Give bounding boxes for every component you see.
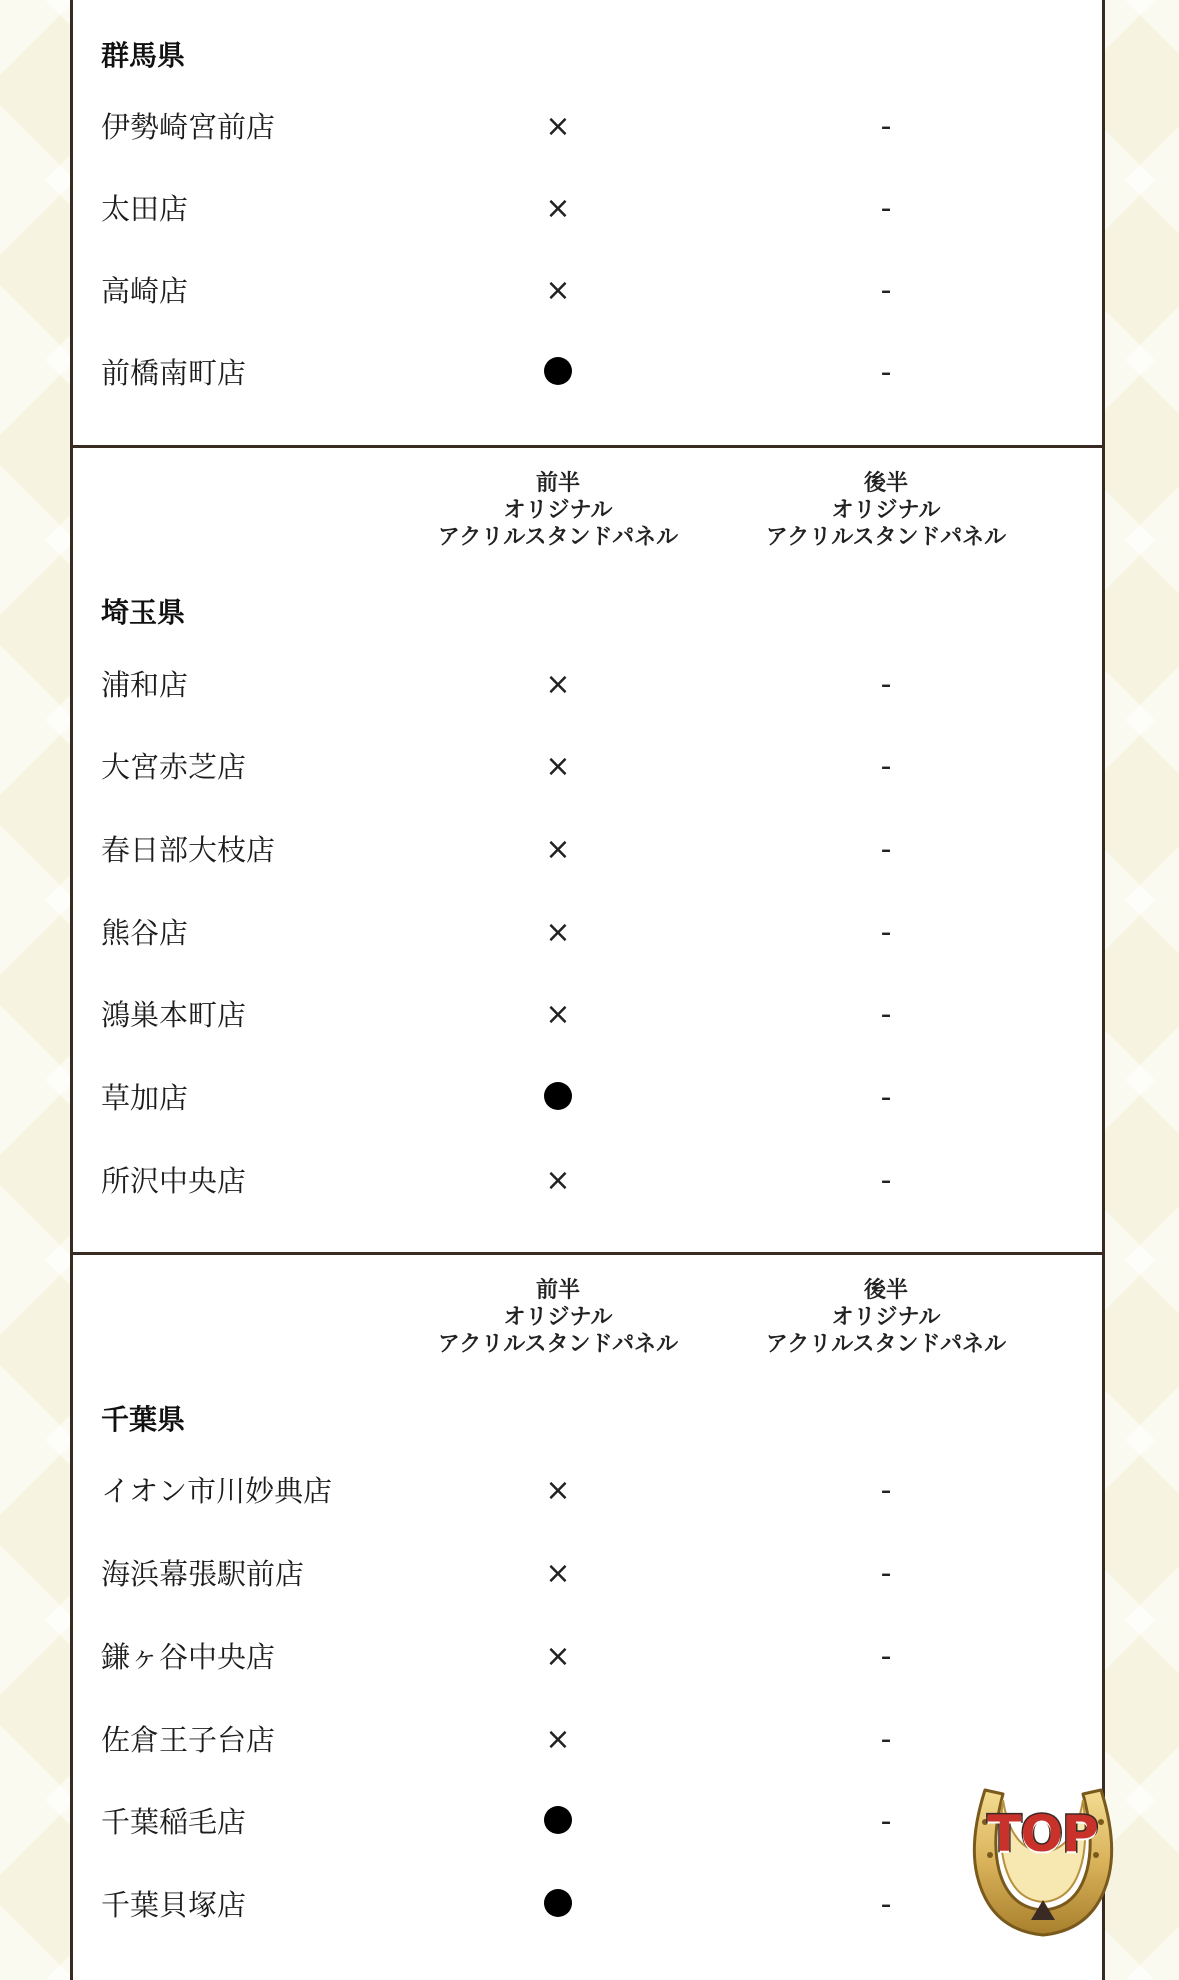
first-half-status: × [545, 915, 571, 950]
first-half-status: × [545, 1163, 571, 1198]
table-row [73, 1616, 1102, 1698]
table-row [73, 332, 1102, 414]
first-half-status: × [545, 997, 571, 1032]
first-half-status: × [545, 191, 571, 226]
store-name: 大宮赤芝店 [101, 750, 247, 784]
column-header-second-half: 後半 オリジナル アクリルスタンドパネル [765, 1278, 1007, 1357]
available-dot-icon [544, 1082, 572, 1110]
column-header-first-half: 前半 オリジナル アクリルスタンドパネル [437, 1278, 679, 1357]
store-name: 草加店 [101, 1081, 189, 1115]
section-chiba [73, 1255, 1102, 1980]
second-half-status: - [880, 915, 892, 950]
first-half-status [498, 1781, 618, 1863]
table-row [73, 1533, 1102, 1615]
store-name: 熊谷店 [101, 916, 189, 950]
prefecture-title: 群馬県 [101, 39, 186, 72]
section-gunma [73, 0, 1102, 448]
store-availability-panel [70, 0, 1105, 1980]
first-half-status: × [545, 1473, 571, 1508]
table-row [73, 1864, 1102, 1946]
table-row [73, 1781, 1102, 1863]
table-row [73, 1699, 1102, 1781]
column-header-first-half: 前半 オリジナル アクリルスタンドパネル [437, 471, 679, 550]
second-half-status: - [880, 273, 892, 308]
table-row [73, 809, 1102, 891]
store-name: 海浜幕張駅前店 [101, 1557, 305, 1591]
first-half-status: × [545, 1639, 571, 1674]
second-half-status: - [880, 997, 892, 1032]
available-dot-icon [544, 1889, 572, 1917]
store-name: 佐倉王子台店 [101, 1723, 276, 1757]
back-to-top-button[interactable] [955, 1770, 1130, 1945]
table-row [73, 250, 1102, 332]
table-row [73, 892, 1102, 974]
second-half-status: - [880, 1080, 892, 1115]
store-name: 太田店 [101, 192, 189, 226]
available-dot-icon [544, 357, 572, 385]
store-name: 鴻巣本町店 [101, 998, 247, 1032]
store-name: 鎌ヶ谷中央店 [101, 1640, 276, 1674]
table-row [73, 644, 1102, 726]
store-name: 高崎店 [101, 274, 189, 308]
first-half-status: × [545, 749, 571, 784]
second-half-status: - [880, 749, 892, 784]
second-half-status: - [880, 667, 892, 702]
second-half-status: - [880, 1556, 892, 1591]
second-half-status: - [880, 109, 892, 144]
second-half-status: - [880, 832, 892, 867]
first-half-status: × [545, 832, 571, 867]
second-half-status: - [880, 1639, 892, 1674]
store-name: 前橋南町店 [101, 356, 247, 390]
first-half-status [498, 332, 618, 414]
table-row [73, 1140, 1102, 1222]
store-name: 春日部大枝店 [101, 833, 276, 867]
store-name: イオン市川妙典店 [101, 1474, 333, 1508]
second-half-status: - [880, 1473, 892, 1508]
table-row [73, 1450, 1102, 1532]
first-half-status: × [545, 109, 571, 144]
first-half-status: × [545, 1722, 571, 1757]
first-half-status [498, 1057, 618, 1139]
table-row [73, 1057, 1102, 1139]
store-name: 所沢中央店 [101, 1164, 247, 1198]
prefecture-title: 千葉県 [101, 1403, 186, 1436]
first-half-status: × [545, 273, 571, 308]
second-half-status: - [880, 1722, 892, 1757]
store-name: 千葉貝塚店 [101, 1888, 247, 1922]
second-half-status: - [880, 1804, 892, 1839]
prefecture-title: 埼玉県 [101, 596, 186, 629]
available-dot-icon [544, 1806, 572, 1834]
table-row [73, 726, 1102, 808]
table-row [73, 168, 1102, 250]
second-half-status: - [880, 1887, 892, 1922]
first-half-status: × [545, 667, 571, 702]
table-row [73, 974, 1102, 1056]
column-header-second-half: 後半 オリジナル アクリルスタンドパネル [765, 471, 1007, 550]
store-name: 千葉稲毛店 [101, 1805, 247, 1839]
top-label: TOP [987, 1805, 1098, 1863]
second-half-status: - [880, 355, 892, 390]
store-name: 浦和店 [101, 668, 189, 702]
store-name: 伊勢崎宮前店 [101, 110, 276, 144]
first-half-status: × [545, 1556, 571, 1591]
first-half-status [498, 1864, 618, 1946]
second-half-status: - [880, 191, 892, 226]
second-half-status: - [880, 1163, 892, 1198]
table-row [73, 86, 1102, 168]
section-saitama [73, 448, 1102, 1255]
